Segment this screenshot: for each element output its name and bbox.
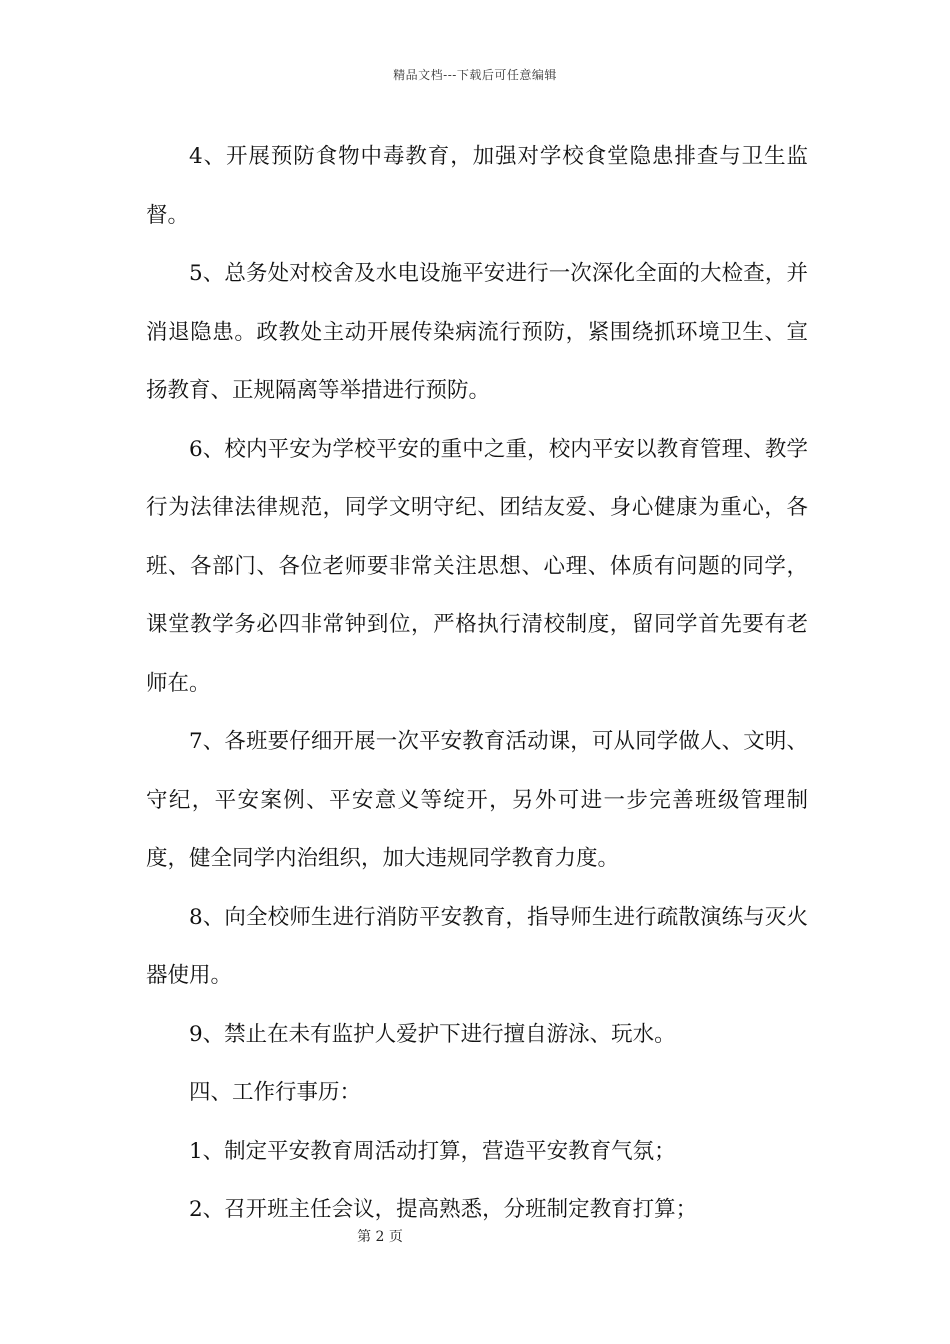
paragraph-4-food-safety: 4、开展预防食物中毒教育，加强对学校食堂隐患排查与卫生监督。 bbox=[146, 144, 808, 228]
schedule-item-2: 2、召开班主任会议，提高熟悉，分班制定教育打算； bbox=[189, 1197, 698, 1222]
document-body bbox=[146, 128, 808, 1240]
section-heading-schedule: 四、工作行事历： bbox=[189, 1080, 362, 1105]
paragraph-5-facility-inspection: 5、总务处对校舍及水电设施平安进行一次深化全面的大检查，并消退隐患。政教处主动开展传染病流行预防，紧围绕抓环境卫生、宣扬教育、正规隔离等举措进行预防。 bbox=[146, 261, 808, 403]
paragraph-9-swimming: 9、禁止在未有监护人爱护下进行擅自游泳、玩水。 bbox=[189, 1021, 676, 1047]
paragraph-6-campus-safety: 6、校内平安为学校平安的重中之重，校内平安以教育管理、教学行为法律法律规范，同学文明守纪、团结友爱、身心健康为重心，各班、各部门、各位老师要非常关注思想、心理、体质有问题的同学，课堂教学务必四非常钟到位，严格执行清校制度，留同学首先要有老师在。 bbox=[146, 436, 808, 696]
paragraph-7-class-activity: 7、各班要仔细开展一次平安教育活动课，可从同学做人、文明、守纪，平安案例、平安意义等绽开，另外可进一步完善班级管理制度，健全同学内治组织，加大违规同学教育力度。 bbox=[146, 729, 808, 871]
page-header: 精品文档---下载后可任意编辑 bbox=[393, 68, 557, 82]
page-number: 第 2 页 bbox=[357, 1229, 403, 1245]
schedule-item-1: 1、制定平安教育周活动打算，营造平安教育气氛； bbox=[189, 1138, 676, 1164]
paragraph-8-fire-safety: 8、向全校师生进行消防平安教育，指导师生进行疏散演练与灭火器使用。 bbox=[146, 904, 808, 988]
